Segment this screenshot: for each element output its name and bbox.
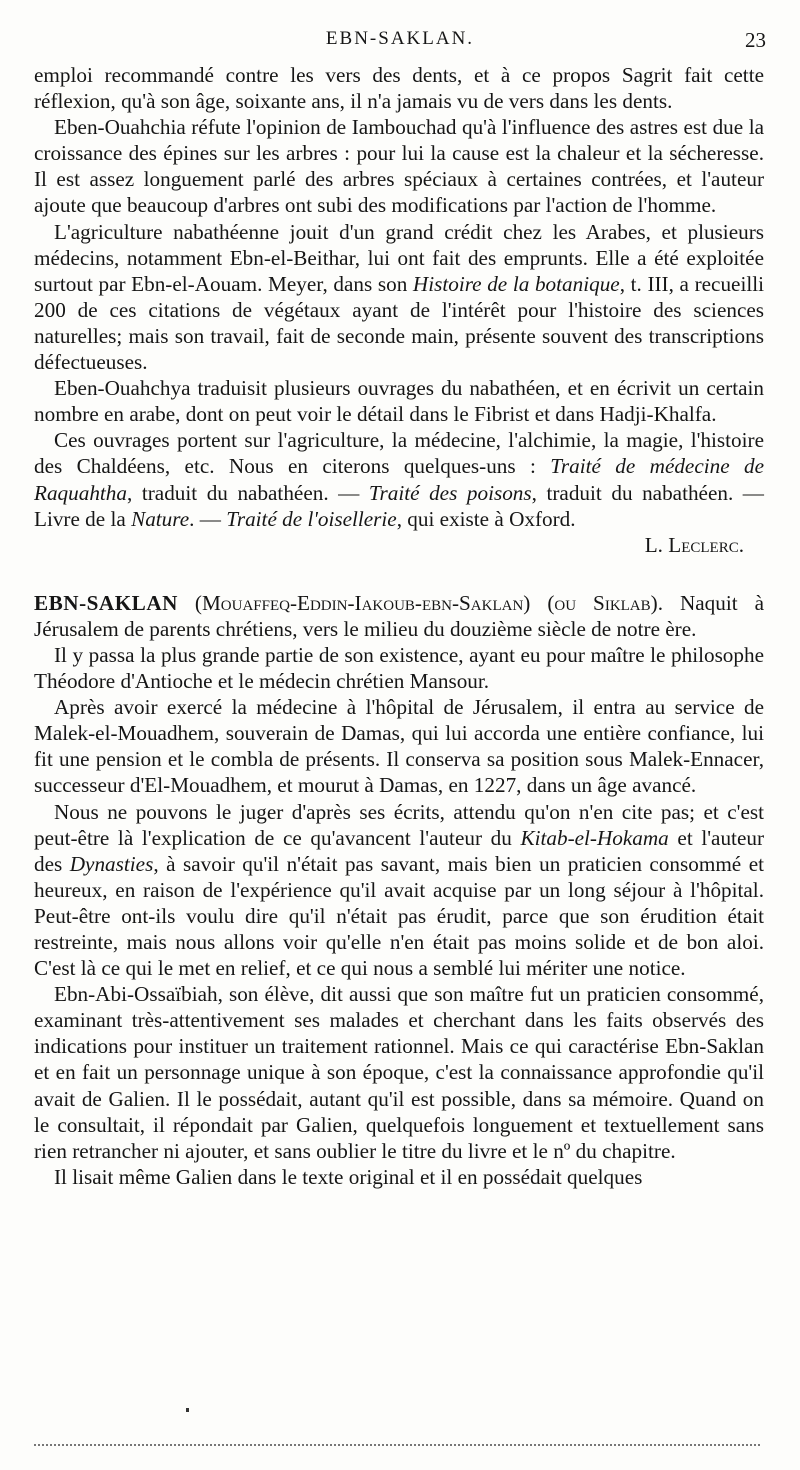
entry-text: Naquit à Jérusalem de parents chrétiens, vers le milieu du douzième siècle de notre ère. — [34, 590, 765, 641]
paragraph-jugement — [34, 799, 764, 982]
book-title: Nature — [131, 506, 190, 531]
paragraph-galien: Ebn-Abi-Ossaïbiah, son élève, dit aussi que son maître fut un praticien consommé, examinant très-attentivement ses malades et cherchant dans les faits observés des indications pour instituer un traitement rationnel. Mais ce qui caractérise Ebn-Saklan et en fait un personnage unique à son époque, c'est la connaissance approfondie qu'il avait de Galien. Il le possédait, autant qu'il est possible, dans sa mémoire. Quand on le consultait, il répondait par Galien, quelquefois longuement et textuellement sans rien retrancher ni ajouter, et sans oublier le titre du livre et le nº du chapitre. — [34, 982, 764, 1163]
section-gap — [34, 558, 764, 590]
text-run: L'agriculture nabathéenne jouit d'un grand crédit chez les Arabes, et plusieurs médecins, notamment Ebn-el-Beithar, lui ont fait des emprunts. Elle a été exploitée surtout par Ebn-el-Aouam. Meyer, dans son — [34, 219, 764, 296]
paragraph-carriere: Après avoir exercé la médecine à l'hôpital de Jérusalem, il entra au service de Malek-el-Mouadhem, souverain de Damas, qui lui accorda une entière confiance, lui fit une pension et le combla de présents. Il conserva sa position sous Malek-Ennacer, successeur d'El-Mouadhem, et mourut à Damas, en 1227, dans un âge avancé. — [34, 695, 764, 798]
entry-name: EBN-SAKLAN — [34, 590, 178, 615]
entry-heading-paragraph — [34, 590, 764, 642]
book-title: Traité des poisons — [368, 480, 532, 505]
book-title: Traité de médecine de Raquahtha — [34, 454, 764, 505]
text-run: , qui existe à Oxford. — [396, 506, 576, 531]
text-run: , traduit du nabathéen. — Livre de la — [34, 480, 764, 531]
text-run: Nous ne pouvons le juger d'après ses écrits, attendu qu'on n'en cite pas; et c'est peut-être là l'explication de ce qu'avancent l'auteur du — [34, 799, 764, 850]
text-run: , t. III, a recueilli 200 de ces citations de végétaux ayant de l'intérêt pour l'histoire des sciences naturelles; mais son travail, fait de seconde main, présente souvent des transcriptions défectueuses. — [34, 271, 764, 375]
paragraph-ouvrages-list — [34, 427, 764, 531]
entry-fullname: (Mouaffeq-Eddin-Iakoub-ebn-Saklan) — [194, 590, 531, 615]
running-head — [34, 28, 766, 52]
text-run: et l'auteur des — [34, 825, 764, 876]
book-title: Kitab-el-Hokama — [520, 825, 669, 850]
paragraph-maitres: Il y passa la plus grande partie de son existence, ayant eu pour maître le philosophe Théodore d'Antioche et le médecin chrétien Mansour. — [34, 642, 764, 694]
ink-speck — [186, 1408, 189, 1412]
text-run: , à savoir qu'il n'était pas savant, mais bien un praticien consommé et heureux, en raison de l'expérience qu'il avait acquise par un long séjour à l'hôpital. Peut-être ont-ils voulu dire qu'il n'était pas érudit, parce que son érudition était restreinte, mais nous allons voir qu'elle n'en était pas moins solide et de bon aloi. C'est là ce qui le met en relief, et ce qui nous a semblé lui mériter une notice. — [34, 851, 764, 981]
paragraph-astres: Eben-Ouahchia réfute l'opinion de Iambouchad qu'à l'influence des astres est due la croissance des épines sur les arbres : pour lui la cause est la chaleur et la sécheresse. Il est assez longuement parlé des arbres spéciaux à certaines contrées, et l'auteur ajoute que beaucoup d'arbres ont subi des modifications par l'action de l'homme. — [34, 115, 764, 218]
page-number: 23 — [745, 28, 766, 52]
paragraph-texte-original: Il lisait même Galien dans le texte original et il en possédait quelques — [54, 1164, 643, 1189]
running-title: EBN-SAKLAN. — [325, 28, 475, 49]
bottom-dotted-rule — [34, 1444, 760, 1448]
paragraph-agriculture — [34, 219, 764, 376]
author-signature: L. Leclerc. — [644, 532, 744, 557]
text-run: , traduit du nabathéen. — — [127, 480, 369, 505]
book-title: Traité de l'oisellerie — [226, 506, 397, 531]
paragraph-ouvrages-traduits: Eben-Ouahchya traduisit plusieurs ouvrages du nabathéen, et en écrivit un certain nombre en arabe, dont on peut voir le détail dans le Fibrist et dans Hadji-Khalfa. — [34, 376, 764, 427]
paragraph-continuation: emploi recommandé contre les vers des dents, et à ce propos Sagrit fait cette réflexion, qu'à son âge, soixante ans, il n'a jamais vu de vers dans les dents. — [34, 63, 764, 114]
book-title: Histoire de la botanique — [412, 271, 620, 296]
text-run: . — — [189, 506, 227, 531]
entry-alias: (ou Siklab). — [547, 590, 663, 615]
book-title: Dynasties — [69, 851, 154, 876]
text-run: Ces ouvrages portent sur l'agriculture, la médecine, l'alchimie, la magie, l'histoire des Chaldéens, etc. Nous en citerons quelques-uns : — [34, 428, 764, 479]
page-body — [34, 62, 764, 1190]
